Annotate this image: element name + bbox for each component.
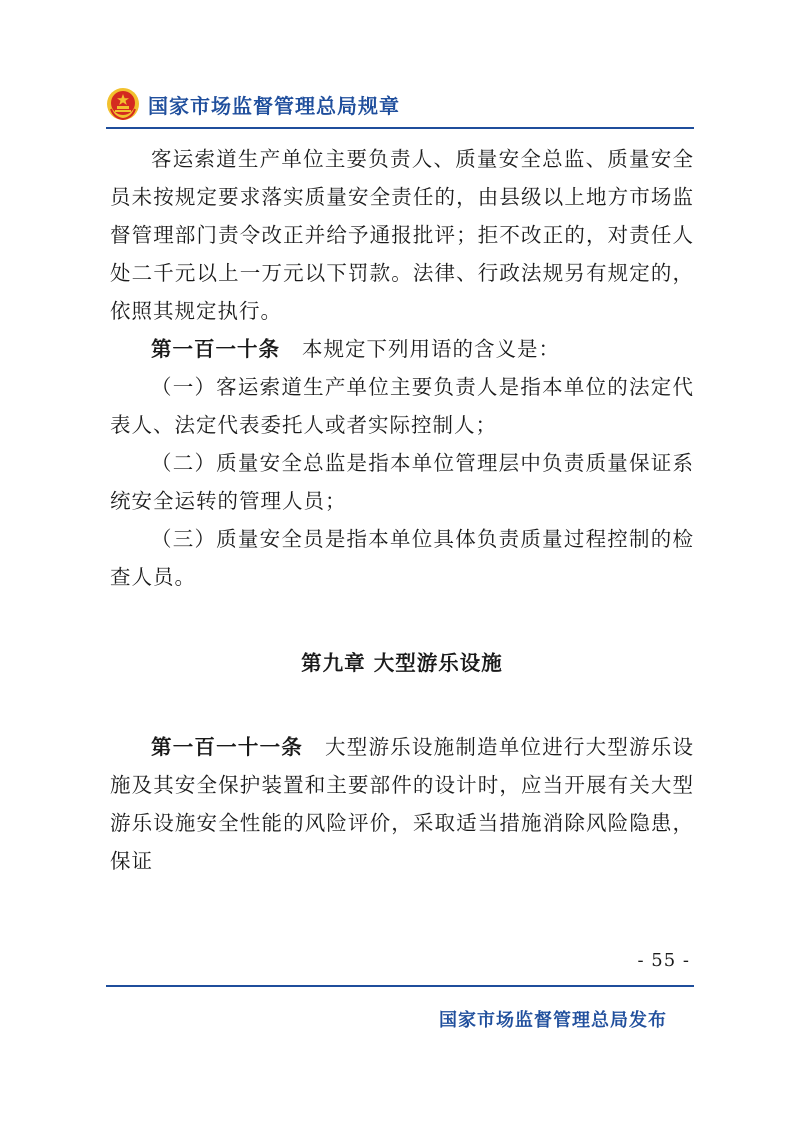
page-header xyxy=(106,84,400,124)
article-110 xyxy=(110,330,694,368)
document-body xyxy=(110,140,694,880)
article-111 xyxy=(110,728,694,880)
paragraph: 客运索道生产单位主要负责人、质量安全总监、质量安全员未按规定要求落实质量安全责任的，由县级以上地方市场监督管理部门责令改正并给予通报批评；拒不改正的，对责任人处二千元以上一万元以下罚款。法律、行政法规另有规定的，依照其规定执行。 xyxy=(110,147,694,323)
article-number: 第一百一十一条 xyxy=(151,735,304,759)
article-number: 第一百一十条 xyxy=(151,337,280,361)
header-title: 国家市场监督管理总局规章 xyxy=(148,93,400,118)
definition-item-1: （一）客运索道生产单位主要负责人是指本单位的法定代表人、法定代表委托人或者实际控制人； xyxy=(110,375,694,437)
definition-item-2: （二）质量安全总监是指本单位管理层中负责质量保证系统安全运转的管理人员； xyxy=(110,451,694,513)
national-emblem-icon xyxy=(106,87,140,121)
footer-publisher: 国家市场监督管理总局发布 xyxy=(439,1010,667,1031)
chapter-heading: 第九章 大型游乐设施 xyxy=(301,651,503,675)
footer-divider xyxy=(106,985,694,987)
page-number: - 55 - xyxy=(637,950,690,971)
header-divider xyxy=(106,127,694,129)
definition-item-3: （三）质量安全员是指本单位具体负责质量过程控制的检查人员。 xyxy=(110,527,694,589)
article-text: 大型游乐设施制造单位进行大型游乐设施及其安全保护装置和主要部件的设计时，应当开展有关大型游乐设施安全性能的风险评价，采取适当措施消除风险隐患，保证 xyxy=(110,735,695,873)
article-text: 本规定下列用语的含义是： xyxy=(302,337,560,361)
